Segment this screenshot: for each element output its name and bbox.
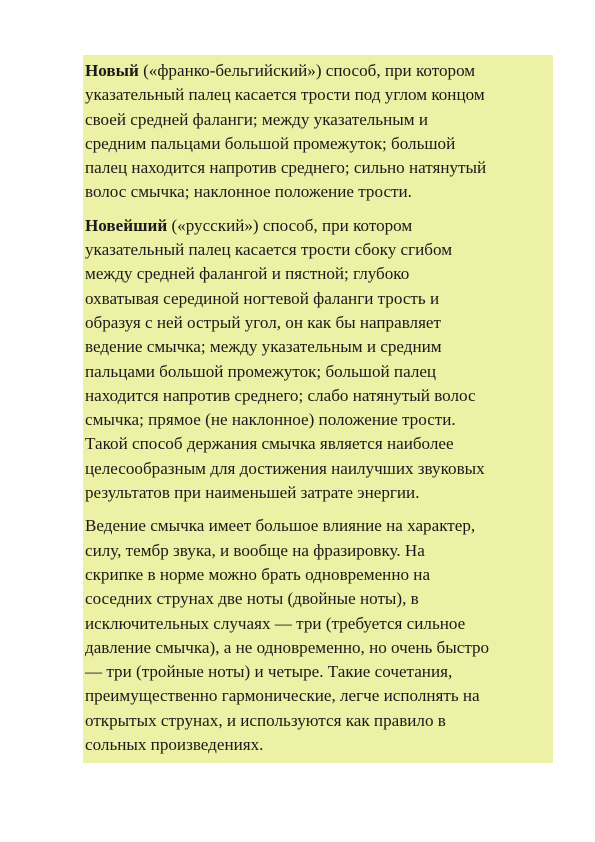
text-line bbox=[85, 59, 551, 83]
text-line: ведение смычка; между указательным и средним bbox=[85, 337, 442, 357]
paragraph-russian bbox=[85, 214, 551, 506]
text-line: находится напротив среднего; слабо натянутый волос bbox=[85, 385, 476, 405]
line-text: («франко-бельгийский») способ, при котором bbox=[138, 61, 476, 80]
bold-term: Новый bbox=[85, 61, 139, 80]
text-line: силу, тембр звука, и вообще на фразировку. На bbox=[85, 540, 425, 560]
text-line: Такой способ держания смычка является наиболее bbox=[85, 434, 454, 454]
text-line: результатов при наименьшей затрате энергии. bbox=[85, 483, 420, 503]
bold-term: Новейший bbox=[85, 215, 168, 235]
text-line: соседних струнах две ноты (двойные ноты), в bbox=[85, 589, 419, 609]
paragraph-gap bbox=[85, 205, 551, 214]
text-line: охватывая серединой ногтевой фаланги трость и bbox=[85, 288, 440, 308]
text-line: средним пальцами большой промежуток; большой bbox=[85, 133, 456, 153]
text-line: исключительных случаях — три (требуется сильное bbox=[85, 613, 466, 633]
text-line: своей средней фаланги; между указательным и bbox=[85, 109, 428, 129]
text-line: указательный палец касается трости под углом концом bbox=[85, 85, 485, 105]
text-line: смычка; прямое (не наклонное) положение трости. bbox=[85, 410, 456, 430]
text-line: преимущественно гармонические, легче исполнять на bbox=[85, 686, 480, 706]
text-line: давление смычка), а не одновременно, но очень быстро bbox=[85, 637, 490, 657]
paragraph-bowing bbox=[85, 514, 551, 757]
line-text: («русский») способ, при котором bbox=[167, 215, 413, 235]
text-line: палец находится напротив среднего; сильно натянутый bbox=[85, 158, 487, 178]
text-line: открытых струнах, и используются как правило в bbox=[85, 710, 446, 730]
text-line: целесообразным для достижения наилучших звуковых bbox=[85, 458, 485, 478]
paragraph-gap bbox=[85, 505, 551, 514]
text-line: указательный палец касается трости сбоку сгибом bbox=[85, 240, 453, 260]
text-line: между средней фалангой и пястной; глубоко bbox=[85, 264, 410, 284]
paragraph-franco-belgian bbox=[85, 59, 551, 205]
text-line: скрипке в норме можно брать одновременно на bbox=[85, 564, 431, 584]
text-line bbox=[85, 214, 551, 238]
text-line: образуя с ней острый угол, он как бы направляет bbox=[85, 312, 441, 332]
text-line: сольных произведениях. bbox=[85, 735, 264, 755]
text-line: Ведение смычка имеет большое влияние на характер, bbox=[85, 516, 476, 536]
text-line: пальцами большой промежуток; большой палец bbox=[85, 361, 437, 381]
text-line: волос смычка; наклонное положение трости. bbox=[85, 182, 412, 202]
text-block bbox=[85, 59, 551, 757]
text-line: — три (тройные ноты) и четыре. Такие сочетания, bbox=[85, 662, 453, 682]
